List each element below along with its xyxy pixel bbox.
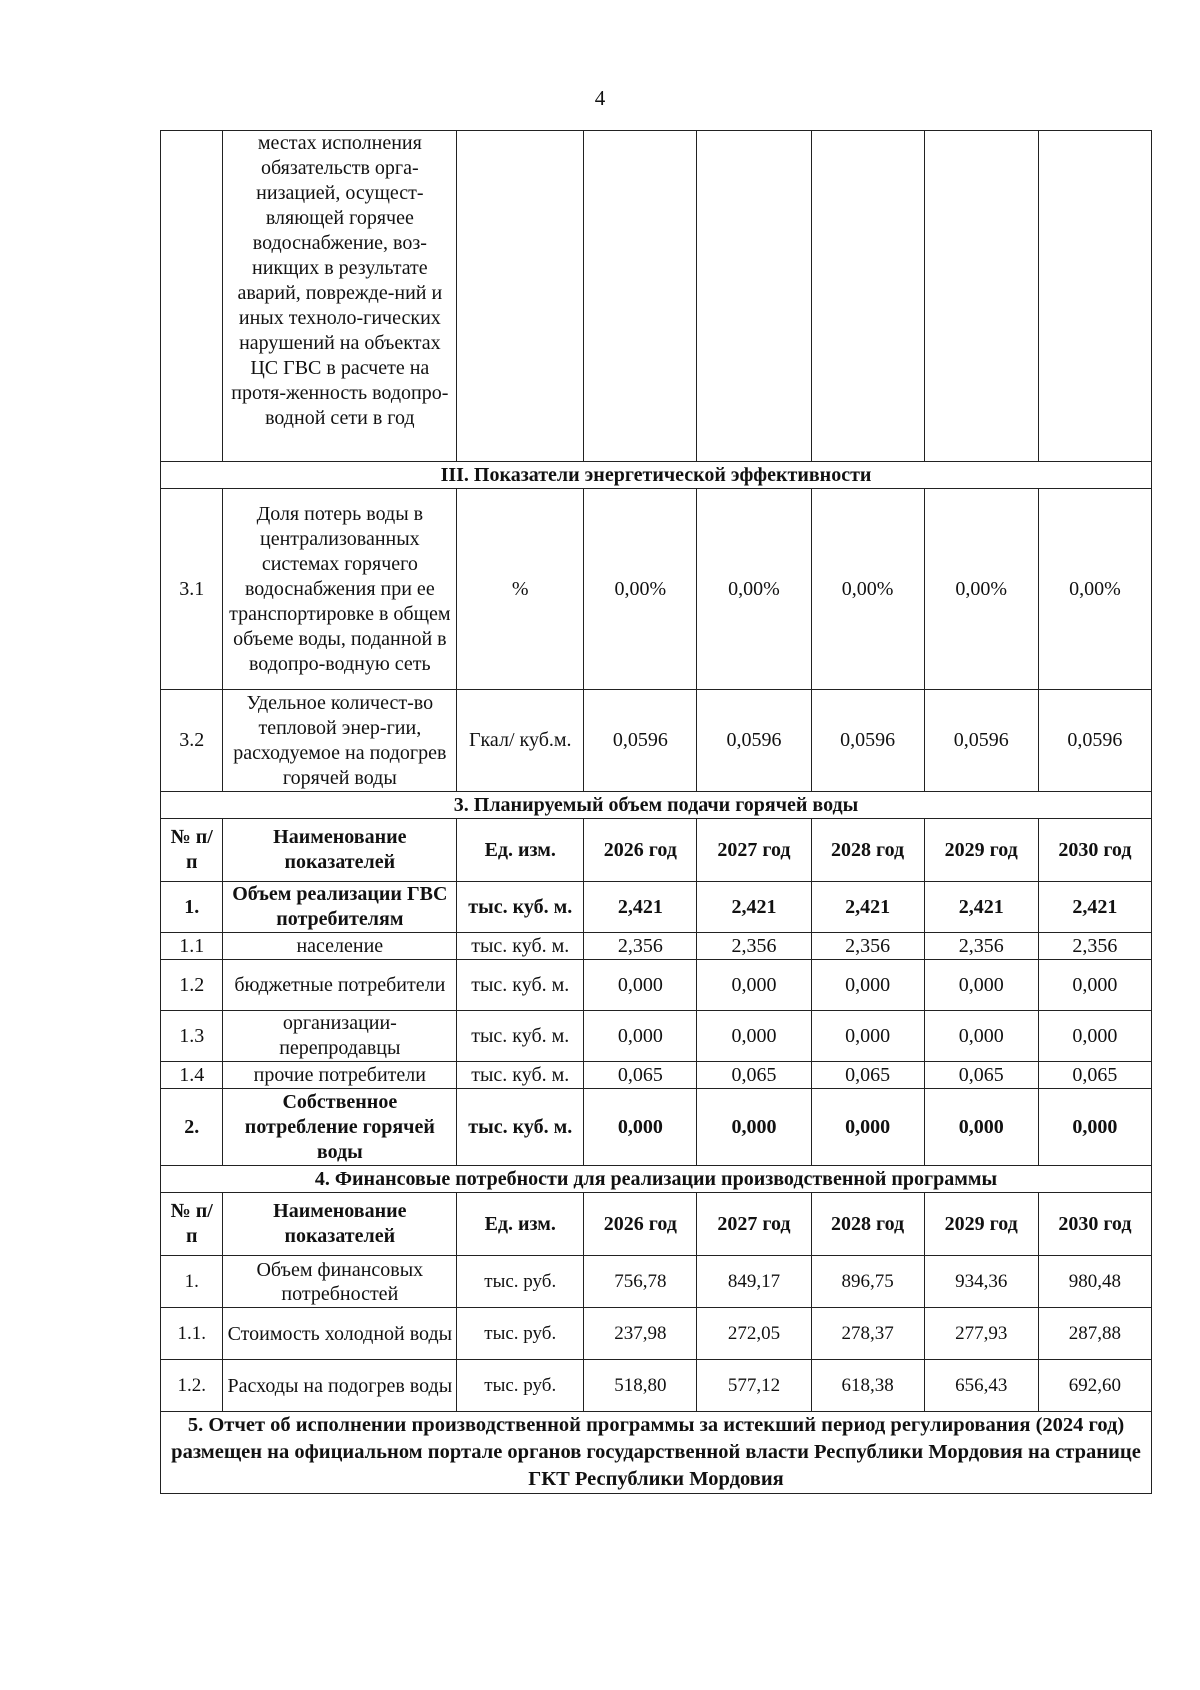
section-title-finance: 4. Финансовые потребности для реализации производственной программы: [161, 1166, 1152, 1193]
table-row: 1.3 организации-перепродавцы тыс. куб. м. 0,000 0,000 0,000 0,000 0,000: [161, 1011, 1152, 1062]
table-header: № п/п Наименование показателей Ед. изм. 2026 год 2027 год 2028 год 2029 год 2030 год: [161, 819, 1152, 882]
table-row: 2. Собственное потребление горячей воды тыс. куб. м. 0,000 0,000 0,000 0,000 0,000: [161, 1089, 1152, 1166]
report-row: [161, 1412, 1152, 1494]
table-row: 1.1. Стоимость холодной воды тыс. руб. 237,98 272,05 278,37 277,93 287,88: [161, 1308, 1152, 1360]
table-row: 1.2 бюджетные потребители тыс. куб. м. 0,000 0,000 0,000 0,000 0,000: [161, 960, 1152, 1011]
page-number: 4: [594, 86, 606, 110]
section-title-volume: 3. Планируемый объем подачи горячей воды: [161, 792, 1152, 819]
table-row: 1. Объем финансовых потребностей тыс. руб. 756,78 849,17 896,75 934,36 980,48: [161, 1256, 1152, 1308]
table-row: 1. Объем реализации ГВС потребителям тыс. куб. м. 2,421 2,421 2,421 2,421 2,421: [161, 882, 1152, 933]
section-title-energy: III. Показатели энергетической эффективности: [161, 462, 1152, 489]
table-row: 3.1 Доля потерь воды в централизованных системах горячего водоснабжения при ее транспортировке в общем объеме воды, поданной в водопро-водную сеть % 0,00% 0,00% 0,00% 0,00% 0,00%: [161, 489, 1152, 690]
table-row: 1.2. Расходы на подогрев воды тыс. руб. 518,80 577,12 618,38 656,43 692,60: [161, 1360, 1152, 1412]
table-row: 3.2 Удельное количест-во тепловой энер-гии, расходуемое на подогрев горячей воды Гкал/ куб.м. 0,0596 0,0596 0,0596 0,0596 0,0596: [161, 690, 1152, 792]
table-row: 1.1 население тыс. куб. м. 2,356 2,356 2,356 2,356 2,356: [161, 933, 1152, 960]
program-table: [160, 130, 1152, 1494]
report-text: 5. Отчет об исполнении производственной программы за истекший период регулирования (2024 год) размещен на официальном портале органов государственной власти Республики Мордовия на странице ГКТ Республики Мордовия: [161, 1412, 1152, 1494]
table-row: 1.4 прочие потребители тыс. куб. м. 0,065 0,065 0,065 0,065 0,065: [161, 1062, 1152, 1089]
num-cell: [161, 131, 223, 462]
indicator-name: местах исполнения обязательств орга-низацией, осущест-вляющей горячее водоснабжение, воз-никщих в результате аварий, повреждe-ний и иных техноло-гических нарушений на объектах ЦС ГВС в расчете на протя-женность водопро-водной сети в год: [223, 131, 457, 462]
continuation-row: [161, 131, 1152, 462]
table-header: № п/п Наименование показателей Ед. изм. 2026 год 2027 год 2028 год 2029 год 2030 год: [161, 1193, 1152, 1256]
